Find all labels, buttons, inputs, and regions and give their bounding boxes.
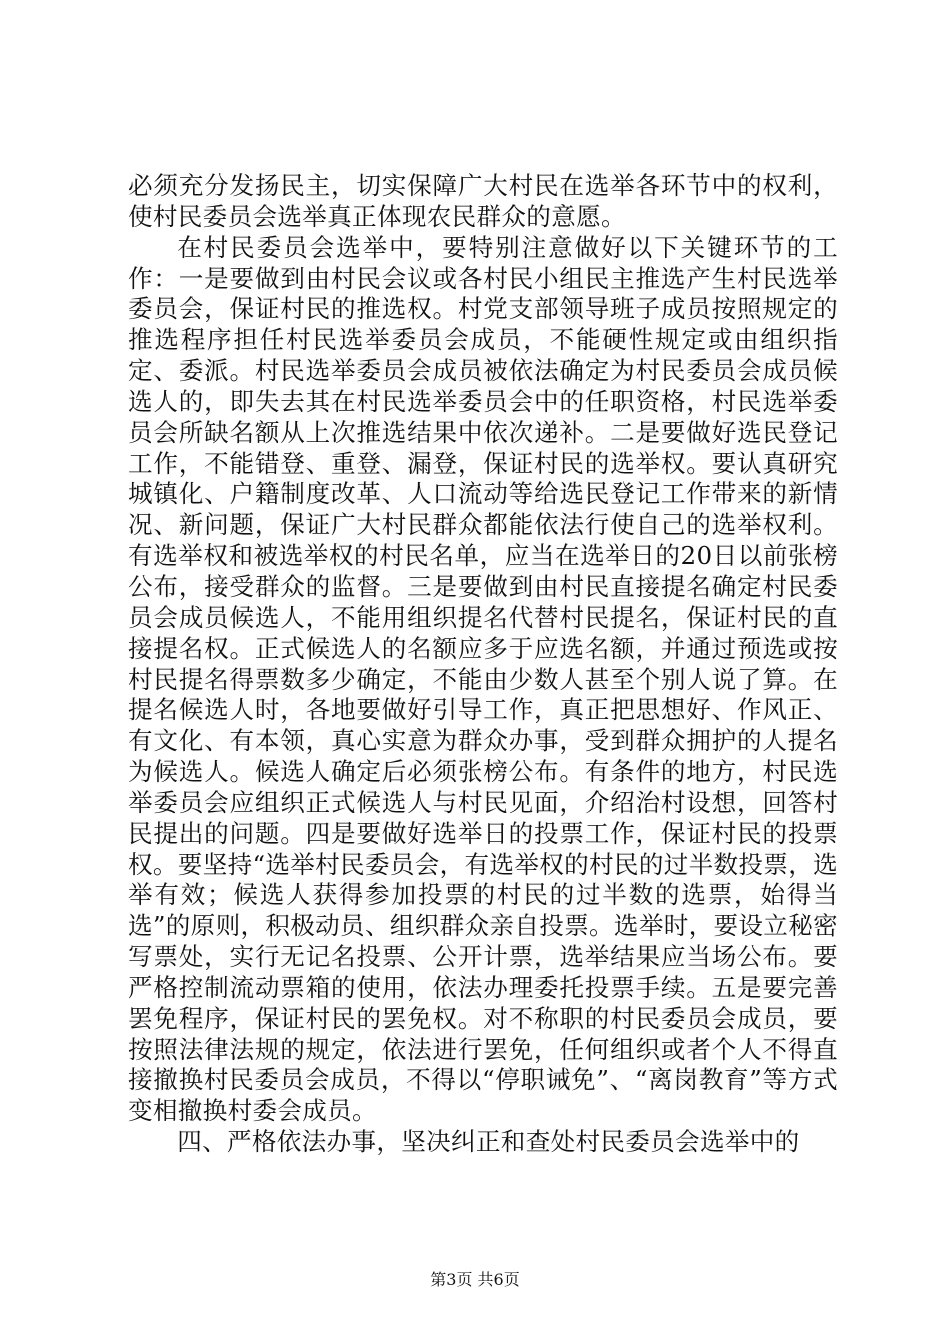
page-number: 第3页 共6页 (430, 1270, 520, 1289)
paragraph-1: 必须充分发扬民主，切实保障广大村民在选举各环节中的权利，使村民委员会选举真正体现农民群众的意愿。 (128, 171, 838, 231)
page-footer (0, 1270, 950, 1290)
document-body (128, 171, 838, 1158)
paragraph-2: 在村民委员会选举中，要特别注意做好以下关键环节的工作：一是要做到由村民会议或各村民小组民主推选产生村民选举委员会，保证村民的推选权。村党支部领导班子成员按照规定的推选程序担任村民选举委员会成员，不能硬性规定或由组织指定、委派。村民选举委员会成员被依法确定为村民委员会成员候选人的，即失去其在村民选举委员会中的任职资格，村民选举委员会所缺名额从上次推选结果中依次递补。二是要做好选民登记工作，不能错登、重登、漏登，保证村民的选举权。要认真研究城镇化、户籍制度改革、人口流动等给选民登记工作带来的新情况、新问题，保证广大村民群众都能依法行使自己的选举权利。有选举权和被选举权的村民名单，应当在选举日的20日以前张榜公布，接受群众的监督。三是要做到由村民直接提名确定村民委员会成员候选人，不能用组织提名代替村民提名，保证村民的直接提名权。正式候选人的名额应多于应选名额，并通过预选或按村民提名得票数多少确定，不能由少数人甚至个别人说了算。在提名候选人时，各地要做好引导工作，真正把思想好、作风正、有文化、有本领，真心实意为群众办事，受到群众拥护的人提名为候选人。候选人确定后必须张榜公布。有条件的地方，村民选举委员会应组织正式候选人与村民见面，介绍治村设想，回答村民提出的问题。四是要做好选举日的投票工作，保证村民的投票权。要坚持“选举村民委员会，有选举权的村民的过半数投票，选举有效；候选人获得参加投票的村民的过半数的选票，始得当选”的原则，积极动员、组织群众亲自投票。选举时，要设立秘密写票处，实行无记名投票、公开计票，选举结果应当场公布。要严格控制流动票箱的使用，依法办理委托投票手续。五是要完善罢免程序，保证村民的罢免权。对不称职的村民委员会成员，要按照法律法规的规定，依法进行罢免，任何组织或者个人不得直接撤换村民委员会成员，不得以“停职诫免”、“离岗教育”等方式变相撤换村委会成员。 (128, 232, 838, 1126)
paragraph-3: 四、严格依法办事，坚决纠正和查处村民委员会选举中的 (177, 1127, 800, 1157)
